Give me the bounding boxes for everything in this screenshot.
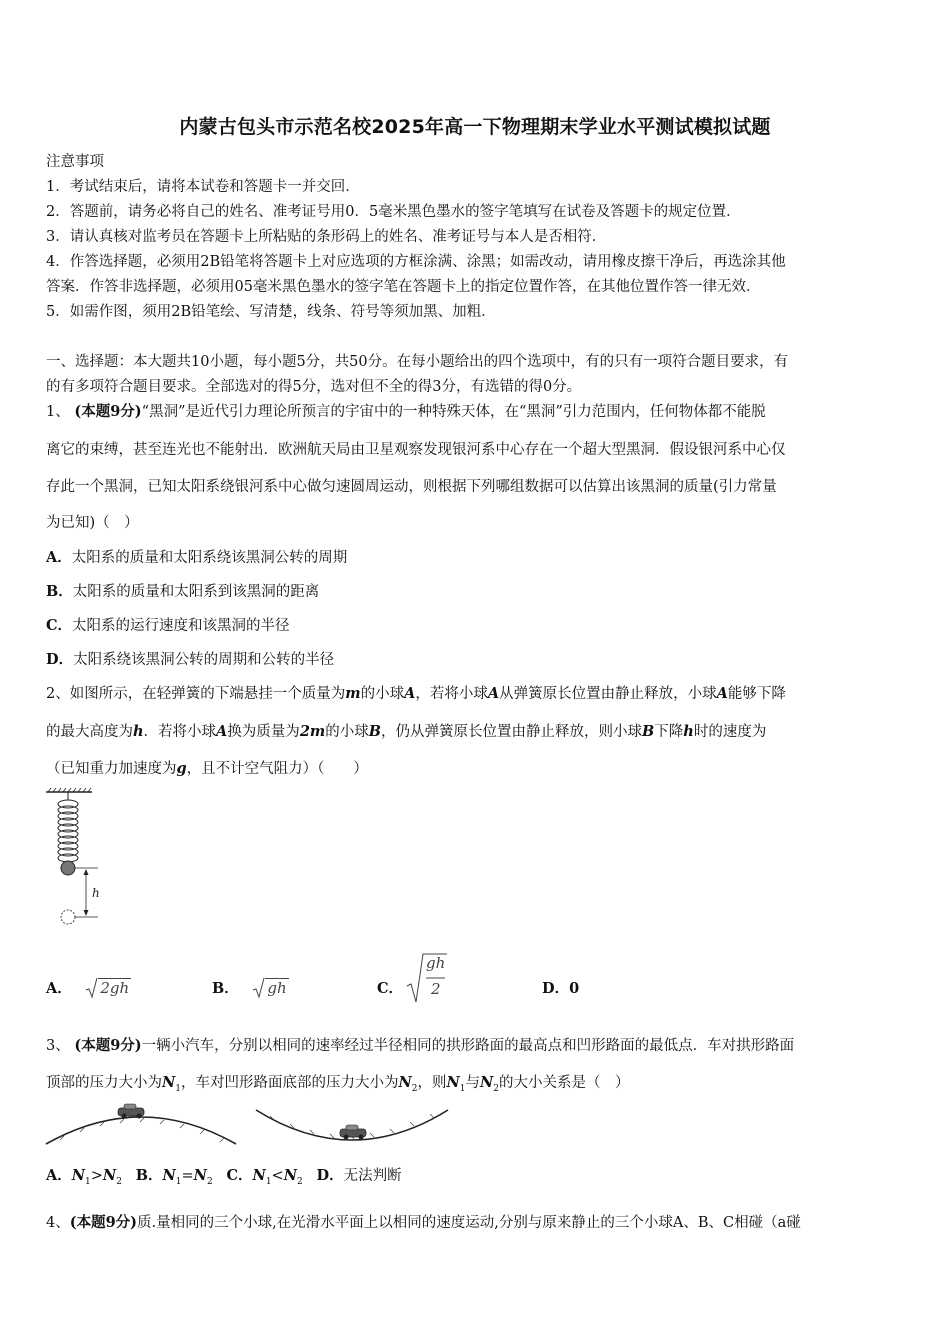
q1-line4: 为已知)（ ）: [46, 515, 139, 531]
q1-number: 1、: [46, 404, 70, 420]
page-title: 内蒙古包头市示范名校2025年高一下物理期末学业水平测试模拟试题: [179, 116, 771, 138]
concave-road-figure: [254, 1104, 450, 1148]
exam-page: 内蒙古包头市示范名校2025年高一下物理期末学业水平测试模拟试题 注意事项 1．考试结束后，请将本试卷和答题卡一并交回． 2．答题前，请务必将自己的姓名、准考证号用0．5毫米黑色墨水的签字笔填写在试卷及答题卡的规定位置． 3．请认真核对监考员在答题卡上所粘贴的条形码上的姓名、准考证号与本人是否相符． 4．作答选择题，必须用2B铅笔将答题卡上对应选项的方框涂满、涂黑；如需改动，请用橡皮擦干净后，再选涂其他 答案．作答非选择题，必须用05毫米黑色墨水的签字笔在答题卡上的指定位置作答，在其他位置作答一律无效． 5．如需作图，须用2B铅笔绘、写清楚，线条、符号等须加黑、加粗． 一、选择题：本大题共10小题，每小题5分，共50分。在每小题给出的四个选项中，有的只有一项符合题目要求，有 的有多项符合题目要求。全部选对的得5分，选对但不全的得3分，有选错的得0分。 1、 (本题9分)“黑洞”是近代引力理论所预言的宇宙中的一种特殊天体，在“黑洞”引力范围内，任何物体都不能脱 离它的束缚，甚至连光也不能射出．欧洲航天局由卫星观察发现银河系中心存在一个超大型黑洞．假设银河系中心仅 存此一个黑洞，已知太阳系绕银河系中心做匀速圆周运动，则根据下列哪组数据可以估算出该黑洞的质量(引力常量 为已知)（ ） A．太阳系的质量和太阳系绕该黑洞公转的周期 B．太阳系的质量和太阳系到该黑洞的距离 C．太阳系的运行速度和该黑洞的半径 D．太阳系绕该黑洞公转的周期和公转的半径 2、如图所示，在轻弹簧的下端悬挂一个质量为m的小球A，若将小球A从弹簧原长位置由静止释放，小球A能够下降 的最大高度为h．若将小球A换为质量为2m的小球B，仍从弹簧原长位置由静止释放，则小球B下降h时的速度为 （已知重力加速度为g，且不计空气阻力）（ ） h A． 2gh B． gh C． gh 2 D．0 3、 (本题9分)一辆小汽车，分别以相同的速率经过半径相同的拱形路面的最高点和凹形路面的最低点．车对拱形路面 顶部的压力大小为$N_1$，车对凹形路面底部的压力大小为$N_2$，则$N_1$与$N_2$的大小关系是（ ） A．$N_1>N_2$ B．$N_1=N_2$ C．$N_1<N_2$ D．无法判断 4、(本题9分)质.量相同的三个小球,在光滑水平面上以相同的速度运动,分别与原来静止的三个小球A、B、C相碰（a碰: [0, 0, 950, 1344]
q4-line1: 4、(本题9分)质.量相同的三个小球,在光滑水平面上以相同的速度运动,分别与原来静止的三个小球A、B、C相碰（a碰: [46, 1214, 801, 1231]
q2-line3: （已知重力加速度为g，且不计空气阻力）（ ）: [46, 760, 368, 777]
notice-item-1: 1．考试结束后，请将本试卷和答题卡一并交回．: [46, 179, 360, 195]
q3-options: A．$N_1>N_2$ B．$N_1=N_2$ C．$N_1<N_2$ D．无法判断: [46, 1167, 402, 1187]
q2-option-d: D．0: [542, 980, 580, 997]
q1-score: (本题9分): [74, 403, 142, 420]
arch-road-figure: [44, 1100, 238, 1148]
notice-item-5: 5．如需作图，须用2B铅笔绘、写清楚，线条、符号等须加黑、加粗．: [46, 304, 496, 320]
q2-line1: 2、如图所示，在轻弹簧的下端悬挂一个质量为m的小球A，若将小球A从弹簧原长位置由静止释放，小球A能够下降: [46, 685, 786, 702]
q2-option-b: B． gh: [212, 979, 287, 997]
q1-option-b: B．太阳系的质量和太阳系到该黑洞的距离: [46, 583, 320, 600]
notice-item-4-cont: 答案．作答非选择题，必须用05毫米黑色墨水的签字笔在答题卡上的指定位置作答，在其他位置作答一律无效．: [46, 279, 761, 295]
section-heading-line2: 的有多项符合题目要求。全部选对的得5分，选对但不全的得3分，有选错的得0分。: [46, 379, 582, 395]
notice-item-2: 2．答题前，请务必将自己的姓名、准考证号用0．5毫米黑色墨水的签字笔填写在试卷及答题卡的规定位置．: [46, 204, 741, 220]
q2-option-a: A． 2gh: [46, 979, 130, 997]
q1-line1: [46, 402, 908, 422]
q1-line3: 存此一个黑洞，已知太阳系绕银河系中心做匀速圆周运动，则根据下列哪组数据可以估算出该黑洞的质量(引力常量: [46, 479, 777, 495]
notice-heading: 注意事项: [46, 154, 104, 170]
q2-line2: 的最大高度为h．若将小球A换为质量为2m的小球B，仍从弹簧原长位置由静止释放，则小球B下降h时的速度为: [46, 723, 767, 740]
notice-item-3: 3．请认真核对监考员在答题卡上所粘贴的条形码上的姓名、准考证号与本人是否相符．: [46, 229, 607, 245]
notice-item-4: 4．作答选择题，必须用2B铅笔将答题卡上对应选项的方框涂满、涂黑；如需改动，请用橡皮擦干净后，再选涂其他: [46, 254, 786, 270]
q1-option-d: D．太阳系绕该黑洞公转的周期和公转的半径: [46, 651, 335, 668]
q3-line2: 顶部的压力大小为$N_1$，车对凹形路面底部的压力大小为$N_2$，则$N_1$与$N_2$的大小关系是（ ）: [46, 1074, 630, 1094]
spring-height-label: h: [92, 886, 100, 900]
q1-option-a: A．太阳系的质量和太阳系绕该黑洞公转的周期: [46, 549, 348, 566]
q1-option-c: C．太阳系的运行速度和该黑洞的半径: [46, 617, 290, 634]
q3-line1: 3、 (本题9分)一辆小汽车，分别以相同的速率经过半径相同的拱形路面的最高点和凹形路面的最低点．车对拱形路面: [46, 1037, 795, 1054]
car-icon-concave: [340, 1125, 366, 1140]
spring-figure: [40, 788, 110, 928]
q1-line2: 离它的束缚，甚至连光也不能射出．欧洲航天局由卫星观察发现银河系中心存在一个超大型黑洞．假设银河系中心仅: [46, 442, 786, 458]
q1-text-1: “黑洞”是近代引力理论所预言的宇宙中的一种特殊天体，在“黑洞”引力范围内，任何物体都不能脱: [141, 404, 766, 420]
car-icon-arch: [118, 1104, 144, 1119]
section-heading-line1: 一、选择题：本大题共10小题，每小题5分，共50分。在每小题给出的四个选项中，有的只有一项符合题目要求，有: [46, 354, 789, 370]
